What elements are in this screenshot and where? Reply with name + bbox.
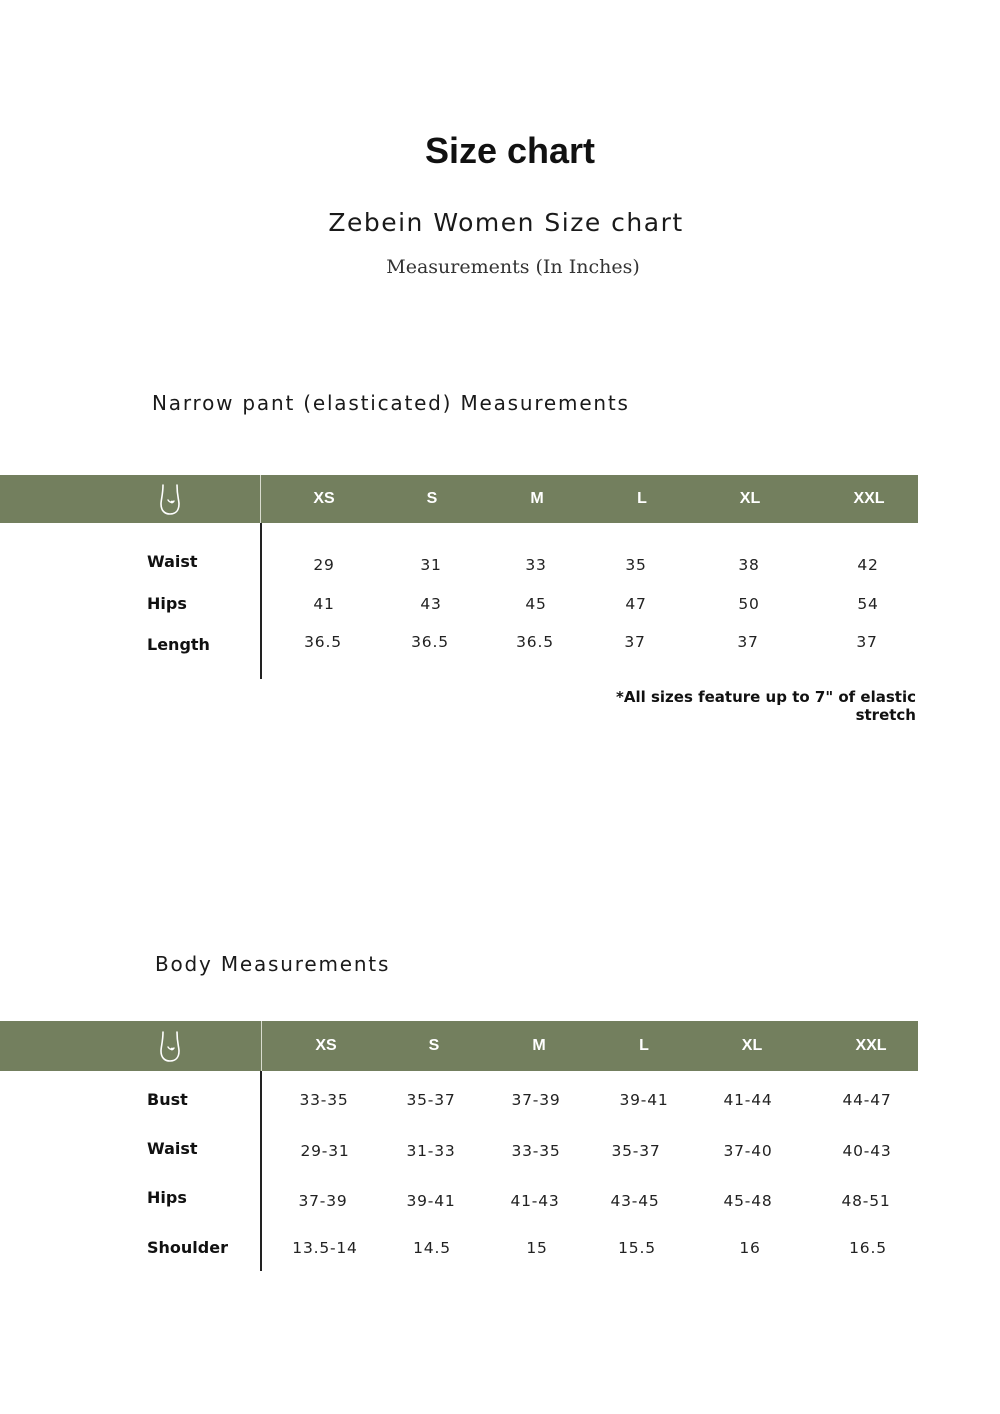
table-cell: 16 (739, 1239, 761, 1257)
table-cell: 40-43 (842, 1142, 892, 1160)
size-header-xl: XL (741, 1037, 763, 1054)
table-cell: 31-33 (406, 1142, 456, 1160)
size-header-xxl: XXL (855, 1037, 887, 1054)
table-cell: 48-51 (841, 1192, 891, 1210)
chart-subtitle: Zebein Women Size chart (328, 208, 684, 237)
table-cell: 39-41 (619, 1091, 669, 1109)
body-table-header (0, 1021, 918, 1071)
table-cell: 47 (625, 595, 647, 613)
table-cell: 36.5 (304, 633, 342, 651)
table-cell: 37 (737, 633, 759, 651)
table-cell: 15 (526, 1239, 548, 1257)
table-cell: 33-35 (299, 1091, 349, 1109)
table-cell: 33-35 (511, 1142, 561, 1160)
size-header-s: S (428, 1037, 440, 1054)
table-cell: 36.5 (411, 633, 449, 651)
table-cell: 36.5 (516, 633, 554, 651)
row-label-bust: Bust (147, 1090, 188, 1109)
size-header-m: M (532, 1037, 546, 1054)
table-cell: 43 (420, 595, 442, 613)
table-cell: 35-37 (406, 1091, 456, 1109)
table-cell: 38 (738, 556, 760, 574)
table-cell: 29 (313, 556, 335, 574)
page-title: Size chart (424, 130, 596, 171)
row-label-length: Length (147, 635, 210, 654)
table-cell: 41-44 (723, 1091, 773, 1109)
pant-table-heading: Narrow pant (elasticated) Measurements (152, 391, 630, 415)
table-cell: 50 (738, 595, 760, 613)
table-cell: 29-31 (300, 1142, 350, 1160)
size-header-m: M (530, 490, 544, 507)
table-cell: 41-43 (510, 1192, 560, 1210)
table-cell: 31 (420, 556, 442, 574)
table-cell: 37-40 (723, 1142, 773, 1160)
body-shape-icon (155, 475, 185, 523)
table-cell: 35-37 (611, 1142, 661, 1160)
row-label-waist: Waist (147, 552, 198, 571)
table-cell: 39-41 (406, 1192, 456, 1210)
table-cell: 13.5-14 (292, 1239, 358, 1257)
table-cell: 37 (856, 633, 878, 651)
table-cell: 33 (525, 556, 547, 574)
table-divider (260, 1071, 262, 1271)
header-divider (261, 1021, 262, 1071)
row-label-shoulder: Shoulder (147, 1238, 228, 1257)
table-cell: 14.5 (413, 1239, 451, 1257)
table-cell: 44-47 (842, 1091, 892, 1109)
table-cell: 41 (313, 595, 335, 613)
table-cell: 45-48 (723, 1192, 773, 1210)
body-table-heading: Body Measurements (155, 952, 391, 976)
table-cell: 37-39 (511, 1091, 561, 1109)
table-cell: 42 (857, 556, 879, 574)
size-header-xl: XL (739, 490, 761, 507)
table-cell: 43-45 (610, 1192, 660, 1210)
row-label-hips: Hips (147, 1188, 187, 1207)
size-header-xxl: XXL (853, 490, 885, 507)
units-caption: Measurements (In Inches) (386, 256, 640, 278)
table-cell: 37 (624, 633, 646, 651)
table-cell: 16.5 (849, 1239, 887, 1257)
header-divider (260, 475, 261, 523)
table-divider (260, 523, 262, 679)
table-cell: 35 (625, 556, 647, 574)
size-header-l: L (637, 490, 647, 507)
row-label-hips: Hips (147, 594, 187, 613)
size-header-s: S (426, 490, 438, 507)
elastic-note: *All sizes feature up to 7" of elastic stretch (616, 688, 916, 724)
size-header-xs: XS (313, 490, 335, 507)
table-cell: 37-39 (298, 1192, 348, 1210)
size-header-l: L (639, 1037, 649, 1054)
size-header-xs: XS (315, 1037, 337, 1054)
pant-table-header (0, 475, 918, 523)
table-cell: 45 (525, 595, 547, 613)
table-cell: 15.5 (618, 1239, 656, 1257)
table-cell: 54 (857, 595, 879, 613)
row-label-waist: Waist (147, 1139, 198, 1158)
body-shape-icon (155, 1021, 185, 1071)
